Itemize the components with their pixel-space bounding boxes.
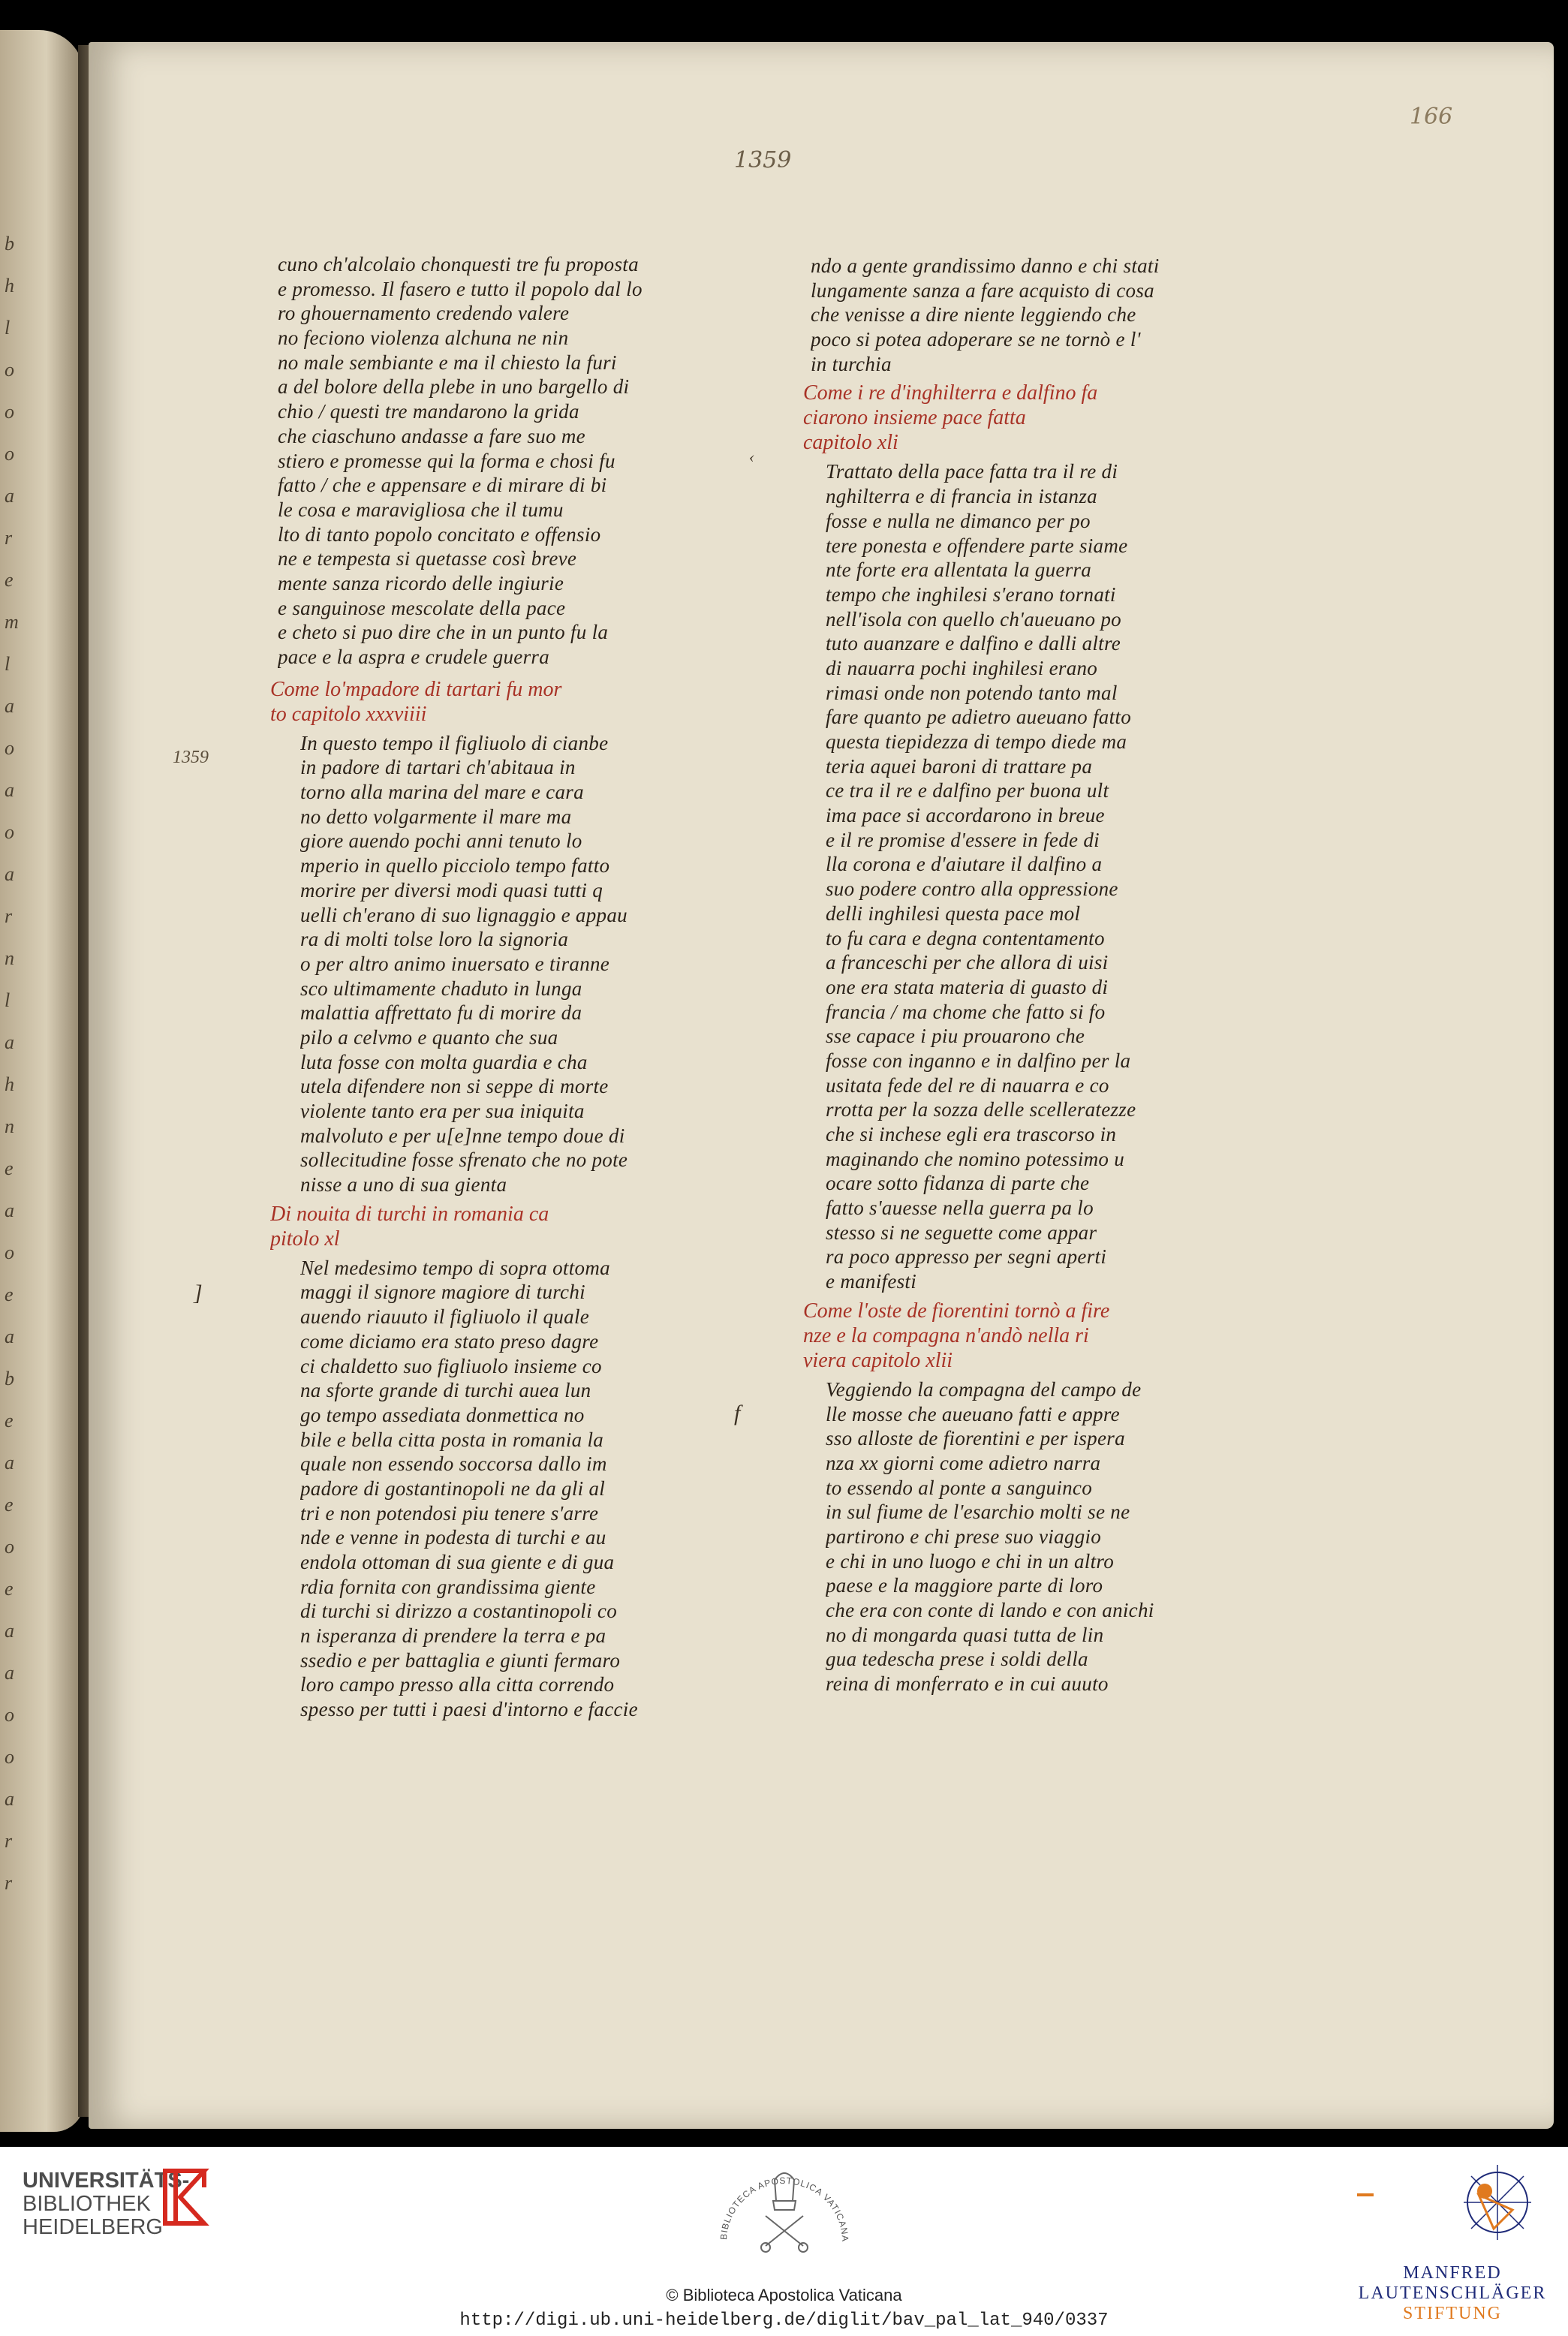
text-line: endola ottoman di sua giente e di gua — [300, 1551, 615, 1573]
text-line: tere ponesta e offendere parte siame — [826, 534, 1128, 557]
text-line: di nauarra pochi inghilesi erano — [826, 656, 1098, 679]
edge-letter: m — [5, 611, 19, 633]
text-line: sco ultimamente chaduto in lunga — [300, 977, 582, 1000]
edge-letter: o — [5, 443, 14, 465]
edge-letter: o — [5, 1242, 14, 1263]
right-paragraph-2 — [811, 459, 1360, 1293]
text-line: no di mongarda quasi tutta de lin — [826, 1623, 1104, 1646]
text-line: Trattato della pace fatta tra il re di — [826, 460, 1118, 483]
text-line: luta fosse con molta guardia e cha — [300, 1050, 588, 1073]
text-line: ro ghouernamento credendo valere — [278, 302, 570, 325]
text-line: delli inghilesi questa pace mol — [826, 902, 1081, 925]
text-line: rdia fornita con grandissima giente — [300, 1575, 596, 1598]
edge-letter: a — [5, 779, 14, 801]
text-line: ci chaldetto suo figliuolo insieme co — [300, 1354, 602, 1377]
text-line: ra poco appresso per segni aperti — [826, 1245, 1107, 1269]
text-line: no male sembiante e ma il chiesto la furi — [278, 351, 617, 374]
right-paragraph-1 — [811, 254, 1360, 376]
text-line: to essendo al ponte a sanguinco — [826, 1476, 1093, 1499]
text-line: e sanguinose mescolate della pace — [278, 596, 566, 619]
text-line: fosse e nulla ne dimanco per po — [826, 509, 1091, 532]
ub-logo-line2: BIBLIOTHEK — [23, 2192, 151, 2216]
text-line: maginando che nomino potessimo u — [826, 1147, 1125, 1170]
mls-line2: LAUTENSCHLÄGER — [1358, 2283, 1547, 2303]
edge-letter: e — [5, 1284, 14, 1305]
text-line: in padore di tartari ch'abitaua in — [300, 756, 576, 779]
text-line: mperio in quello picciolo tempo fatto — [300, 854, 610, 878]
text-line: teria aquei baroni di trattare pa — [826, 754, 1093, 778]
text-line: rrotta per la sozza delle scelleratezze — [826, 1098, 1136, 1121]
right-paragraph-3 — [811, 1377, 1360, 1696]
year-note-top: 1359 — [734, 147, 792, 173]
text-line: ssedio e per battaglia e giunti fermaro — [300, 1648, 621, 1672]
rubric-line: Di nouita di turchi in romania ca — [270, 1202, 549, 1226]
text-line: paese e la maggiore parte di loro — [826, 1574, 1103, 1597]
text-line: poco si potea adoperare se ne tornò e l' — [811, 328, 1141, 351]
text-line: stesso si ne seguette come appar — [826, 1221, 1097, 1244]
text-line: fare quanto pe adietro aueuano fatto — [826, 706, 1132, 729]
text-line: che era con conte di lando e con anichi — [826, 1599, 1154, 1621]
text-line: chio / questi tre mandarono la grida — [278, 400, 579, 423]
text-line: come diciamo era stato preso dagre — [300, 1329, 599, 1353]
text-line: lungamente sanza a fare acquisto di cosa — [811, 278, 1154, 302]
text-line: lto di tanto popolo concitato e offensio — [278, 522, 601, 546]
text-line: e il re promise d'essere in fede di — [826, 828, 1100, 851]
manuscript-page — [89, 42, 1554, 2129]
text-line: no detto volgarmente il mare ma — [300, 805, 572, 828]
text-line: torno alla marina del mare e cara — [300, 781, 584, 804]
edge-letter: e — [5, 569, 14, 591]
edge-letter: a — [5, 1031, 14, 1053]
edge-letter: o — [5, 737, 14, 759]
text-line: malvoluto e per u[e]nne tempo doue di — [300, 1124, 625, 1147]
text-line: a franceschi per che allora di uisi — [826, 951, 1109, 974]
text-line: ce tra il re e dalfino per buona ult — [826, 779, 1109, 802]
text-line: fatto / che e appensare e di mirare di bi — [278, 474, 607, 497]
copyright-caption: © Biblioteca Apostolica Vaticana — [666, 2286, 902, 2304]
edge-letter: o — [5, 1536, 14, 1558]
text-line: tri e non potendosi piu tenere s'arre — [300, 1501, 599, 1525]
edge-letter: l — [5, 317, 11, 339]
text-line: giore auendo pochi anni tenuto lo — [300, 829, 582, 853]
text-line: di turchi si dirizzo a costantinopoli co — [300, 1600, 618, 1623]
mls-line1: MANFRED — [1403, 2263, 1502, 2283]
text-line: stiero e promesse qui la forma e chosi fu — [278, 449, 615, 472]
text-line: Veggiendo la compagna del campo de — [826, 1377, 1142, 1401]
rubric-line: Come i re d'inghilterra e dalfino fa — [803, 381, 1098, 405]
text-line: malattia affrettato fu di morire da — [300, 1001, 582, 1025]
year-note-margin: 1359 — [173, 748, 209, 767]
text-line: nell'isola con quello ch'aueuano po — [826, 607, 1121, 631]
text-line: ocare sotto fidanza di parte che — [826, 1172, 1090, 1195]
pen-mark: ] — [194, 1281, 203, 1305]
text-line: che si inchese egli era trascorso in — [826, 1123, 1117, 1145]
text-line: e cheto si puo dire che in un punto fu la — [278, 621, 609, 644]
text-line: go tempo assediata donmettica no — [300, 1403, 585, 1426]
mls-dash — [1357, 2193, 1374, 2196]
text-line: uelli ch'erano di suo lignaggio e appau — [300, 903, 628, 926]
text-line: gua tedescha prese i soldi della — [826, 1648, 1088, 1671]
text-line: padore di gostantinopoli ne da gli al — [300, 1477, 606, 1500]
right-rubric-2 — [803, 1299, 1360, 1373]
left-text-column — [270, 252, 818, 1722]
text-line: nde e venne in podesta di turchi e au — [300, 1526, 606, 1549]
text-line: ra di molti tolse loro la signoria — [300, 928, 569, 951]
edge-letter: a — [5, 1788, 14, 1810]
edge-letter: o — [5, 359, 14, 381]
permalink-url[interactable]: http://digi.ub.uni-heidelberg.de/diglit/bav_pal_lat_940/0337 — [459, 2310, 1109, 2331]
edge-letter: a — [5, 1326, 14, 1347]
text-line: sso alloste de fiorentini e per ispera — [826, 1427, 1125, 1450]
text-line: no feciono violenza alchuna ne nin — [278, 327, 569, 350]
edge-letter: r — [5, 1872, 13, 1894]
mls-line3: STIFTUNG — [1402, 2304, 1502, 2323]
ub-heidelberg-mark-icon — [158, 2163, 218, 2231]
text-line: fatto s'auesse nella guerra pa lo — [826, 1197, 1094, 1220]
text-line: morire per diversi modi quasi tutti q — [300, 878, 603, 902]
text-line: nisse a uno di sua gienta — [300, 1173, 507, 1197]
edge-letter: a — [5, 695, 14, 717]
text-line: e manifesti — [826, 1270, 917, 1293]
text-line: reina di monferrato e in cui auuto — [826, 1672, 1109, 1696]
right-rubric-1 — [803, 381, 1360, 455]
text-line: o per altro animo inuersato e tiranne — [300, 952, 610, 975]
text-line: ne e tempesta si quetasse così breve — [278, 547, 577, 570]
left-rubric-2 — [270, 1202, 818, 1251]
text-line: che ciaschuno andasse a fare suo me — [278, 424, 585, 447]
rubric-line: pitolo xl — [270, 1227, 340, 1251]
text-line: Nel medesimo tempo di sopra ottoma — [300, 1256, 610, 1279]
text-line: loro campo presso alla citta correndo — [300, 1673, 615, 1696]
vatican-library-seal-icon — [706, 2157, 863, 2270]
edge-letter: e — [5, 1410, 14, 1431]
edge-letter: b — [5, 1368, 14, 1389]
edge-letter: o — [5, 401, 14, 423]
text-line: che venisse a dire niente leggiendo che — [811, 303, 1136, 327]
left-paragraph-1 — [278, 252, 818, 670]
edge-letter: r — [5, 905, 13, 927]
text-line: violente tanto era per sua iniquita — [300, 1100, 585, 1122]
edge-letter: l — [5, 653, 11, 675]
edge-letter: a — [5, 1200, 14, 1221]
edge-letter: o — [5, 1746, 14, 1768]
left-rubric-1 — [270, 677, 818, 727]
ub-logo-line3: HEIDELBERG — [23, 2215, 163, 2239]
rubric-line: to capitolo xxxviiii — [270, 702, 427, 726]
pen-mark: ‹ — [749, 447, 755, 466]
text-line: na sforte grande di turchi auea lun — [300, 1379, 591, 1402]
text-line: suo podere contro alla oppressione — [826, 878, 1118, 901]
text-line: In questo tempo il figliuolo di cianbe — [300, 731, 609, 754]
rubric-line: Come lo'mpadore di tartari fu mor — [270, 677, 562, 701]
text-line: e promesso. Il fasero e tutto il popolo dal lo — [278, 277, 643, 300]
edge-letter: o — [5, 821, 14, 843]
footer-bar — [0, 2147, 1568, 2336]
edge-letter: a — [5, 1662, 14, 1684]
text-line: le cosa e maravigliosa che il tumu — [278, 498, 564, 521]
edge-letter: r — [5, 527, 13, 549]
edge-letter: a — [5, 1620, 14, 1642]
text-line: francia / ma chome che fatto si fo — [826, 1000, 1106, 1023]
folio-number: 166 — [1410, 104, 1453, 130]
text-line: mente sanza ricordo delle ingiurie — [278, 571, 564, 595]
text-line: one era stata materia di guasto di — [826, 975, 1109, 998]
text-line: ima pace si accordarono in breue — [826, 804, 1105, 827]
text-line: pilo a celvmo e quanto che sua — [300, 1025, 558, 1049]
left-paragraph-2 — [278, 731, 818, 1197]
edge-letter: e — [5, 1578, 14, 1600]
text-line: nte forte era allentata la guerra — [826, 558, 1092, 582]
text-line: to fu cara e degna contentamento — [826, 926, 1105, 950]
edge-letter: h — [5, 1073, 14, 1095]
text-line: lle mosse che aueuano fatti e appre — [826, 1402, 1120, 1425]
text-line: rimasi onde non potendo tanto mal — [826, 681, 1118, 704]
text-line: in sul fiume de l'esarchio molti se ne — [826, 1501, 1130, 1524]
text-line: tempo che inghilesi s'erano tornati — [826, 582, 1116, 606]
text-line: auendo riauuto il figliuolo il quale — [300, 1305, 590, 1329]
text-line: cuno ch'alcolaio chonquesti tre fu proposta — [278, 253, 639, 275]
edge-letter: n — [5, 947, 14, 969]
text-line: usitata fede del re di nauarra e co — [826, 1073, 1109, 1097]
text-line: n isperanza di prendere la terra e pa — [300, 1624, 606, 1648]
text-line: maggi il signore magiore di turchi — [300, 1281, 585, 1304]
text-line: quale non essendo soccorsa dallo im — [300, 1452, 607, 1476]
rubric-line: capitolo xli — [803, 431, 898, 455]
text-line: tuto auanzare e dalfino e dalli altre — [826, 632, 1121, 655]
rubric-line: viera capitolo xlii — [803, 1348, 953, 1372]
edge-letter: b — [5, 233, 14, 254]
ub-logo-line1: UNIVERSITÄTS- — [23, 2169, 190, 2193]
edge-letter: a — [5, 485, 14, 507]
edge-letter: e — [5, 1157, 14, 1179]
text-line: in turchia — [811, 352, 892, 375]
edge-letter: l — [5, 989, 11, 1011]
text-line: utela difendere non si seppe di morte — [300, 1075, 609, 1098]
text-line: spesso per tutti i paesi d'intorno e faccie — [300, 1698, 638, 1721]
edge-letter: n — [5, 1115, 14, 1137]
edge-letter: e — [5, 1494, 14, 1516]
mls-wordmark[interactable] — [1344, 2263, 1561, 2324]
text-line: nza xx giorni come adietro narra — [826, 1451, 1101, 1474]
text-line: lla corona e d'aiutare il dalfino a — [826, 853, 1103, 876]
pen-mark: f — [734, 1401, 741, 1425]
edge-letter: a — [5, 1452, 14, 1474]
text-line: partirono e chi prese suo viaggio — [826, 1525, 1102, 1548]
rubric-line: Come l'oste de fiorentini tornò a fire — [803, 1299, 1110, 1323]
text-line: bile e bella citta posta in romania la — [300, 1428, 604, 1451]
text-line: nghilterra e di francia in istanza — [826, 485, 1097, 508]
text-line: fosse con inganno e in dalfino per la — [826, 1049, 1131, 1072]
edge-letter: a — [5, 863, 14, 885]
text-line: a del bolore della plebe in uno bargello di — [278, 375, 630, 399]
edge-letter: h — [5, 275, 14, 297]
edge-letter: o — [5, 1704, 14, 1726]
text-line: ndo a gente grandissimo danno e chi stati — [811, 254, 1160, 277]
rubric-line: nze e la compagna n'andò nella ri — [803, 1323, 1089, 1347]
text-line: pace e la aspra e crudele guerra — [278, 646, 550, 668]
edge-letter: r — [5, 1830, 13, 1852]
text-line: e chi in uno luogo e chi in un altro — [826, 1549, 1115, 1573]
text-line: questa tiepidezza di tempo diede ma — [826, 730, 1127, 753]
rubric-line: ciarono insieme pace fatta — [803, 406, 1026, 430]
text-line: sollecitudine fosse sfrenato che no pote — [300, 1148, 628, 1172]
manfred-lautenschlaeger-stiftung-mark-icon — [1449, 2157, 1546, 2255]
text-line: sse capace i piu prouarono che — [826, 1025, 1085, 1048]
left-paragraph-3 — [278, 1256, 818, 1722]
svg-text:BIBLIOTECA APOSTOLICA VATICANA: BIBLIOTECA APOSTOLICA VATICANA — [718, 2175, 851, 2243]
right-text-column — [803, 254, 1360, 1696]
